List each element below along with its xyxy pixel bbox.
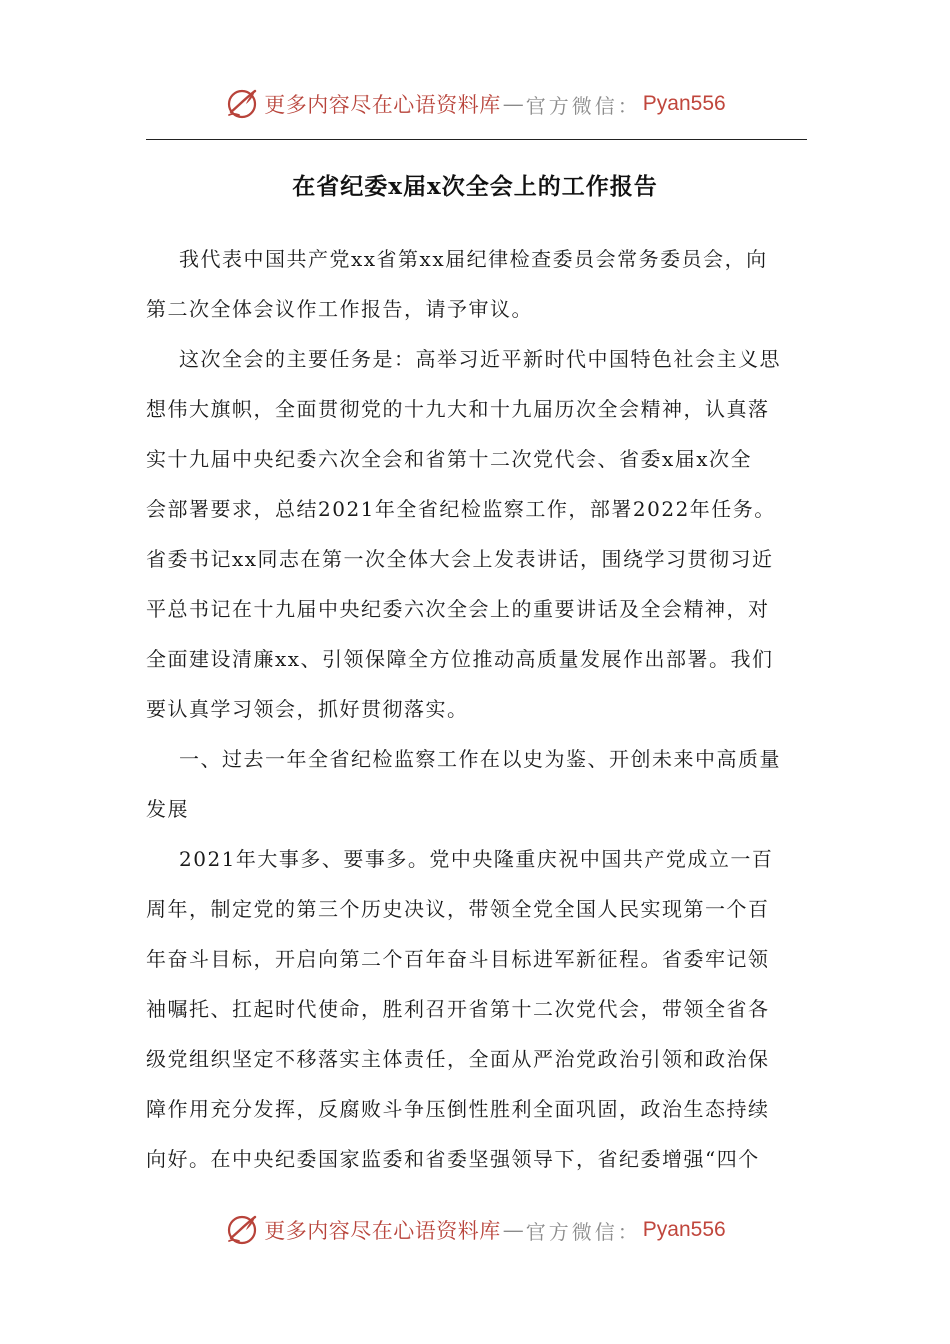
footer-wechat-id: Pyan556 xyxy=(642,1218,726,1241)
footer-wechat-label: 官方微信： xyxy=(525,1219,641,1244)
header-separator: — xyxy=(502,92,524,116)
body-line: 要认真学习领会，抓好贯彻落实。 xyxy=(146,697,469,721)
body-line: 级党组织坚定不移落实主体责任，全面从严治党政治引领和政治保 xyxy=(146,1047,770,1071)
footer-banner xyxy=(0,1210,950,1250)
body-line: 实十九届中央纪委六次全会和省第十二次党代会、省委x届x次全 xyxy=(146,447,753,471)
header-banner xyxy=(0,84,950,124)
header-divider xyxy=(146,139,807,140)
header-wechat-id: Pyan556 xyxy=(642,92,726,115)
section-heading-line: 一、过去一年全省纪检监察工作在以史为鉴、开创未来中高质量 xyxy=(179,747,781,771)
body-line: 向好。在中央纪委国家监委和省委坚强领导下，省纪委增强“四个 xyxy=(146,1147,760,1171)
body-line: 第二次全体会议作工作报告，请予审议。 xyxy=(146,297,533,321)
body-line: 年奋斗目标，开启向第二个百年奋斗目标进军新征程。省委牢记领 xyxy=(146,947,770,971)
body-line: 我代表中国共产党xx省第xx届纪律检查委员会常务委员会，向 xyxy=(179,247,768,271)
header-wechat-label: 官方微信： xyxy=(525,93,641,118)
body-line: 想伟大旗帜，全面贯彻党的十九大和十九届历次全会精神，认真落 xyxy=(146,397,770,421)
document-title: 在省纪委x届x次全会上的工作报告 xyxy=(292,173,658,200)
body-line: 袖嘱托、扛起时代使命，胜利召开省第十二次党代会，带领全省各 xyxy=(146,997,770,1021)
body-line: 这次全会的主要任务是：高举习近平新时代中国特色社会主义思 xyxy=(179,347,781,371)
body-line: 2021年大事多、要事多。党中央隆重庆祝中国共产党成立一百 xyxy=(179,847,774,871)
body-line: 会部署要求，总结2021年全省纪检监察工作，部署2022年任务。 xyxy=(146,497,776,521)
section-heading-line: 发展 xyxy=(146,797,189,821)
body-line: 省委书记xx同志在第一次全体大会上发表讲话，围绕学习贯彻习近 xyxy=(146,547,774,571)
footer-separator: — xyxy=(502,1218,524,1242)
footer-brand-text: 更多内容尽在心语资料库 xyxy=(264,1219,501,1243)
body-line: 全面建设清廉xx、引领保障全方位推动高质量发展作出部署。我们 xyxy=(146,647,774,671)
document-body xyxy=(146,234,808,1184)
body-line: 周年，制定党的第三个历史决议，带领全党全国人民实现第一个百 xyxy=(146,897,770,921)
header-brand-text: 更多内容尽在心语资料库 xyxy=(264,93,501,117)
body-line: 平总书记在十九届中央纪委六次全会上的重要讲话及全会精神，对 xyxy=(146,597,770,621)
quill-logo-icon xyxy=(224,1212,260,1248)
body-line: 障作用充分发挥，反腐败斗争压倒性胜利全面巩固，政治生态持续 xyxy=(146,1097,770,1121)
quill-logo-icon xyxy=(224,86,260,122)
